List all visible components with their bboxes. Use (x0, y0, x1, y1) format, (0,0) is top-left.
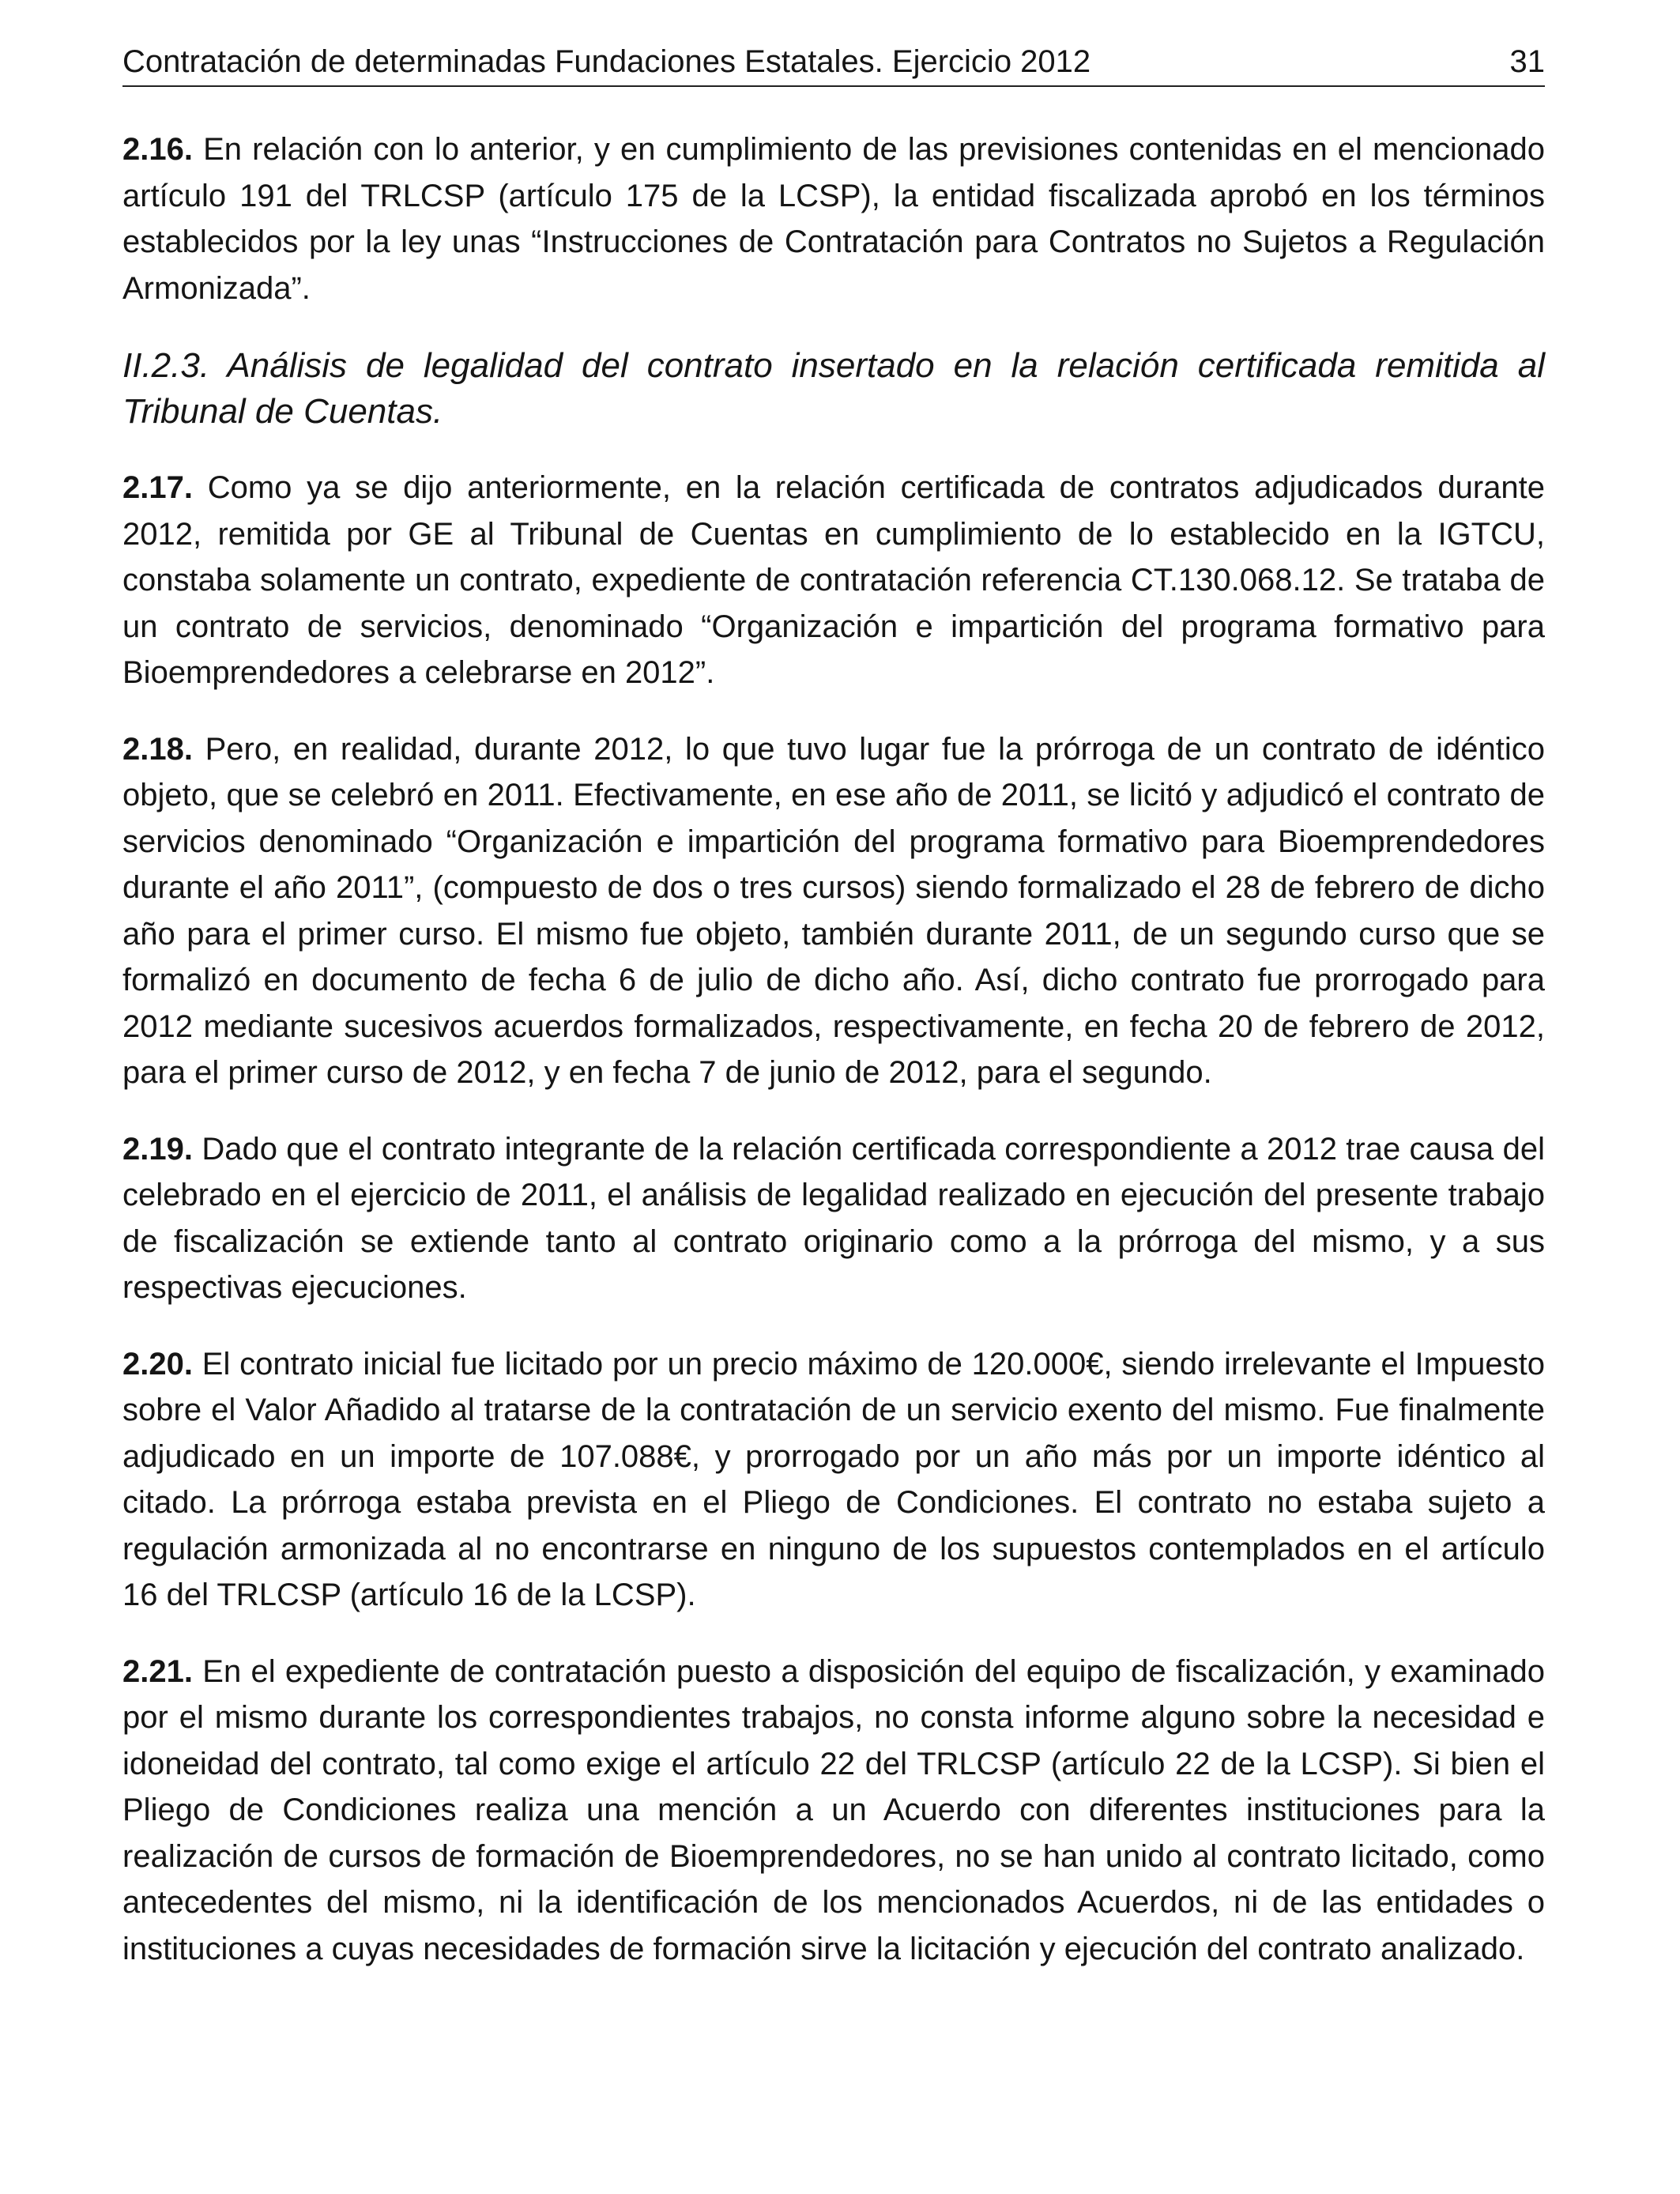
paragraph-2-16 (122, 126, 1545, 311)
paragraph-text: Dado que el contrato integrante de la relación certificada correspondiente a 2012 trae causa del celebrado en el ejercicio de 2011, el análisis de legalidad realizado en ejecución del presente trabajo de fiscalización se extiende tanto al contrato originario como a la prórroga del mismo, y a sus respectivas ejecuciones. (122, 1131, 1545, 1305)
section-heading: II.2.3. Análisis de legalidad del contrato insertado en la relación certificada remitida al Tribunal de Cuentas. (122, 346, 1545, 431)
paragraph-2-20 (122, 1341, 1545, 1619)
paragraph-text: Pero, en realidad, durante 2012, lo que tuvo lugar fue la prórroga de un contrato de idéntico objeto, que se celebró en 2011. Efectivamente, en ese año de 2011, se licitó y adjudicó el contrato de servicios denominado “Organización e impartición del programa formativo para Bioemprendedores durante el año 2011”, (compuesto de dos o tres cursos) siendo formalizado el 28 de febrero de dicho año para el primer curso. El mismo fue objeto, también durante 2011, de un segundo curso que se formalizó en documento de fecha 6 de julio de dicho año. Así, dicho contrato fue prorrogado para 2012 mediante sucesivos acuerdos formalizados, respectivamente, en fecha 20 de febrero de 2012, para el primer curso de 2012, y en fecha 7 de junio de 2012, para el segundo. (122, 731, 1545, 1090)
paragraph-2-21 (122, 1649, 1545, 1973)
page-number: 31 (1509, 44, 1545, 79)
paragraph-2-17 (122, 465, 1545, 696)
paragraph-2-19 (122, 1126, 1545, 1311)
document-body (122, 126, 1545, 1972)
paragraph-number: 2.20. (122, 1346, 193, 1382)
paragraph-text: En relación con lo anterior, y en cumplimiento de las previsiones contenidas en el mencionado artículo 191 del TRLCSP (artículo 175 de la LCSP), la entidad fiscalizada aprobó en los términos establecidos por la ley unas “Instrucciones de Contratación para Contratos no Sujetos a Regulación Armonizada”. (122, 132, 1545, 306)
paragraph-text: El contrato inicial fue licitado por un precio máximo de 120.000€, siendo irrelevante el Impuesto sobre el Valor Añadido al tratarse de la contratación de un servicio exento del mismo. Fue finalmente adjudicado en un importe de 107.088€, y prorrogado por un año más por un importe idéntico al citado. La prórroga estaba prevista en el Pliego de Condiciones. El contrato no estaba sujeto a regulación armonizada al no encontrarse en ninguno de los supuestos contemplados en el artículo 16 del TRLCSP (artículo 16 de la LCSP). (122, 1346, 1546, 1612)
document-page (122, 41, 1545, 2002)
paragraph-text: Como ya se dijo anteriormente, en la relación certificada de contratos adjudicados durante 2012, remitida por GE al Tribunal de Cuentas en cumplimiento de lo establecido en la IGTCU, constaba solamente un contrato, expediente de contratación referencia CT.130.068.12. Se trataba de un contrato de servicios, denominado “Organización e impartición del programa formativo para Bioemprendedores a celebrarse en 2012”. (122, 470, 1545, 690)
header-title: Contratación de determinadas Fundaciones Estatales. Ejercicio 2012 (122, 44, 1091, 79)
paragraph-2-18 (122, 726, 1545, 1096)
paragraph-number: 2.16. (122, 132, 193, 167)
paragraph-number: 2.17. (122, 470, 193, 505)
page-header (122, 41, 1545, 87)
paragraph-text: En el expediente de contratación puesto a disposición del equipo de fiscalización, y examinado por el mismo durante los correspondientes trabajos, no consta informe alguno sobre la necesidad e idoneidad del contrato, tal como exige el artículo 22 del TRLCSP (artículo 22 de la LCSP). Si bien el Pliego de Condiciones realiza una mención a un Acuerdo con diferentes instituciones para la realización de cursos de formación de Bioemprendedores, no se han unido al contrato licitado, como antecedentes del mismo, ni la identificación de los mencionados Acuerdos, ni de las entidades o instituciones a cuyas necesidades de formación sirve la licitación y ejecución del contrato analizado. (122, 1653, 1545, 1966)
paragraph-number: 2.18. (122, 731, 193, 767)
paragraph-number: 2.19. (122, 1131, 193, 1167)
paragraph-number: 2.21. (122, 1653, 193, 1689)
